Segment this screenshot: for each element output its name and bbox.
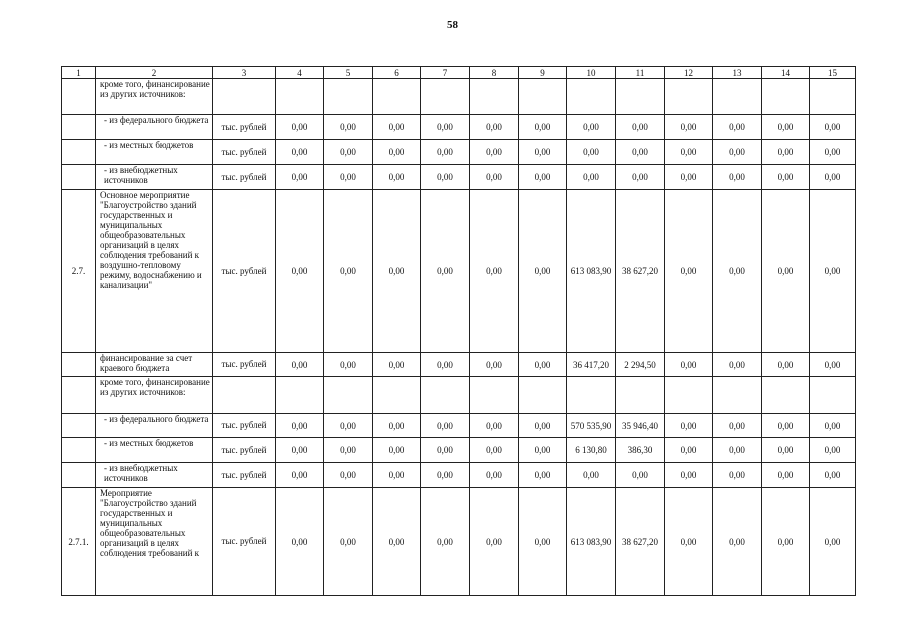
value-cell: 0,00 xyxy=(519,190,567,353)
value-cell: 0,00 xyxy=(665,463,713,488)
value-cell: 0,00 xyxy=(421,414,470,438)
value-cell: 0,00 xyxy=(762,488,810,596)
value-cell: 0,00 xyxy=(567,115,616,140)
value-cell: 0,00 xyxy=(470,165,519,190)
value-cell: 0,00 xyxy=(713,115,762,140)
value-cell: 0,00 xyxy=(421,190,470,353)
row-description: кроме того, финансирование из других источников: xyxy=(96,79,213,115)
value-cell: 0,00 xyxy=(810,190,856,353)
row-unit xyxy=(213,377,276,414)
value-cell: 0,00 xyxy=(810,438,856,463)
column-number: 2 xyxy=(96,67,213,79)
row-description: - из федерального бюджета xyxy=(96,414,213,438)
value-cell: 0,00 xyxy=(373,463,421,488)
value-cell xyxy=(567,79,616,115)
value-cell: 0,00 xyxy=(421,463,470,488)
value-cell: 0,00 xyxy=(519,438,567,463)
row-description: кроме того, финансирование из других источников: xyxy=(96,377,213,414)
value-cell: 570 535,90 xyxy=(567,414,616,438)
value-cell: 0,00 xyxy=(665,488,713,596)
table-row xyxy=(62,414,856,438)
column-number: 13 xyxy=(713,67,762,79)
value-cell: 0,00 xyxy=(373,190,421,353)
table-row xyxy=(62,463,856,488)
row-description: - из местных бюджетов xyxy=(96,140,213,165)
row-item-number xyxy=(62,438,96,463)
value-cell xyxy=(324,79,373,115)
value-cell: 0,00 xyxy=(616,140,665,165)
value-cell xyxy=(421,377,470,414)
row-item-number xyxy=(62,165,96,190)
column-number: 15 xyxy=(810,67,856,79)
value-cell: 0,00 xyxy=(713,438,762,463)
value-cell xyxy=(276,79,324,115)
value-cell: 0,00 xyxy=(324,414,373,438)
value-cell: 0,00 xyxy=(470,190,519,353)
value-cell: 0,00 xyxy=(762,353,810,377)
row-unit: тыс. рублей xyxy=(213,438,276,463)
table-row xyxy=(62,115,856,140)
value-cell: 0,00 xyxy=(616,165,665,190)
value-cell xyxy=(470,377,519,414)
value-cell: 35 946,40 xyxy=(616,414,665,438)
value-cell: 0,00 xyxy=(616,115,665,140)
value-cell: 0,00 xyxy=(713,140,762,165)
value-cell: 0,00 xyxy=(567,165,616,190)
value-cell: 0,00 xyxy=(324,438,373,463)
value-cell: 0,00 xyxy=(616,463,665,488)
value-cell: 0,00 xyxy=(470,115,519,140)
value-cell: 0,00 xyxy=(713,353,762,377)
value-cell: 0,00 xyxy=(519,488,567,596)
value-cell: 613 083,90 xyxy=(567,488,616,596)
value-cell xyxy=(665,377,713,414)
table-row xyxy=(62,165,856,190)
row-item-number xyxy=(62,414,96,438)
value-cell: 0,00 xyxy=(810,463,856,488)
row-description: финансирование за счет краевого бюджета xyxy=(96,353,213,377)
value-cell xyxy=(373,79,421,115)
value-cell: 0,00 xyxy=(421,140,470,165)
page-number: 58 xyxy=(447,19,458,31)
table-row xyxy=(62,488,856,596)
value-cell xyxy=(810,377,856,414)
value-cell: 0,00 xyxy=(276,414,324,438)
value-cell: 0,00 xyxy=(665,438,713,463)
value-cell: 0,00 xyxy=(276,438,324,463)
column-number-row xyxy=(62,67,856,79)
row-item-number xyxy=(62,140,96,165)
value-cell: 0,00 xyxy=(762,463,810,488)
value-cell xyxy=(762,79,810,115)
value-cell: 0,00 xyxy=(276,115,324,140)
table-row xyxy=(62,377,856,414)
value-cell: 0,00 xyxy=(519,165,567,190)
value-cell: 0,00 xyxy=(519,414,567,438)
row-item-number xyxy=(62,377,96,414)
value-cell: 0,00 xyxy=(665,353,713,377)
row-unit: тыс. рублей xyxy=(213,463,276,488)
value-cell: 0,00 xyxy=(713,190,762,353)
column-number: 6 xyxy=(373,67,421,79)
value-cell: 0,00 xyxy=(276,165,324,190)
row-description: - из внебюджетных источников xyxy=(96,165,213,190)
table-row xyxy=(62,79,856,115)
value-cell: 613 083,90 xyxy=(567,190,616,353)
value-cell: 0,00 xyxy=(470,438,519,463)
column-number: 7 xyxy=(421,67,470,79)
column-number: 11 xyxy=(616,67,665,79)
value-cell: 0,00 xyxy=(810,488,856,596)
row-item-number xyxy=(62,463,96,488)
value-cell: 0,00 xyxy=(373,165,421,190)
value-cell xyxy=(616,377,665,414)
value-cell: 0,00 xyxy=(324,190,373,353)
row-unit: тыс. рублей xyxy=(213,414,276,438)
row-unit xyxy=(213,79,276,115)
value-cell: 0,00 xyxy=(519,353,567,377)
value-cell: 0,00 xyxy=(421,165,470,190)
row-unit: тыс. рублей xyxy=(213,190,276,353)
row-description: Основное мероприятие "Благоустройство зданий государственных и муниципальных общеобразовательных организаций в целях соблюдения требований к воздушно-тепловому режиму, водоснабжению и канализации" xyxy=(96,190,213,353)
value-cell xyxy=(713,79,762,115)
value-cell: 0,00 xyxy=(810,414,856,438)
value-cell: 386,30 xyxy=(616,438,665,463)
value-cell: 0,00 xyxy=(567,463,616,488)
value-cell: 0,00 xyxy=(665,165,713,190)
column-number: 14 xyxy=(762,67,810,79)
value-cell xyxy=(810,79,856,115)
table-row xyxy=(62,140,856,165)
row-description: - из местных бюджетов xyxy=(96,438,213,463)
value-cell: 0,00 xyxy=(324,165,373,190)
value-cell: 0,00 xyxy=(324,140,373,165)
value-cell: 0,00 xyxy=(276,190,324,353)
table-row xyxy=(62,438,856,463)
row-unit: тыс. рублей xyxy=(213,353,276,377)
value-cell: 0,00 xyxy=(470,140,519,165)
value-cell: 0,00 xyxy=(373,115,421,140)
value-cell: 0,00 xyxy=(519,463,567,488)
value-cell xyxy=(324,377,373,414)
row-item-number xyxy=(62,115,96,140)
value-cell xyxy=(519,79,567,115)
value-cell: 0,00 xyxy=(762,165,810,190)
value-cell: 0,00 xyxy=(470,463,519,488)
value-cell: 0,00 xyxy=(713,463,762,488)
value-cell xyxy=(373,377,421,414)
value-cell: 38 627,20 xyxy=(616,488,665,596)
value-cell: 0,00 xyxy=(470,414,519,438)
value-cell: 0,00 xyxy=(276,353,324,377)
row-unit: тыс. рублей xyxy=(213,115,276,140)
value-cell xyxy=(276,377,324,414)
value-cell: 0,00 xyxy=(810,140,856,165)
value-cell xyxy=(421,79,470,115)
value-cell xyxy=(762,377,810,414)
row-description: Мероприятие "Благоустройство зданий государственных и муниципальных общеобразовательных организаций в целях соблюдения требований к xyxy=(96,488,213,596)
value-cell: 36 417,20 xyxy=(567,353,616,377)
column-number: 8 xyxy=(470,67,519,79)
value-cell: 0,00 xyxy=(373,140,421,165)
row-item-number xyxy=(62,79,96,115)
value-cell: 0,00 xyxy=(810,165,856,190)
value-cell xyxy=(713,377,762,414)
row-unit: тыс. рублей xyxy=(213,165,276,190)
value-cell: 0,00 xyxy=(665,115,713,140)
row-unit: тыс. рублей xyxy=(213,488,276,596)
value-cell: 0,00 xyxy=(421,488,470,596)
value-cell: 0,00 xyxy=(810,115,856,140)
value-cell: 0,00 xyxy=(373,353,421,377)
row-description: - из федерального бюджета xyxy=(96,115,213,140)
value-cell: 0,00 xyxy=(665,140,713,165)
value-cell: 0,00 xyxy=(421,353,470,377)
value-cell: 6 130,80 xyxy=(567,438,616,463)
table-row xyxy=(62,353,856,377)
value-cell: 0,00 xyxy=(762,140,810,165)
value-cell xyxy=(665,79,713,115)
row-unit: тыс. рублей xyxy=(213,140,276,165)
value-cell: 0,00 xyxy=(762,190,810,353)
value-cell: 0,00 xyxy=(470,488,519,596)
value-cell: 0,00 xyxy=(324,488,373,596)
value-cell: 2 294,50 xyxy=(616,353,665,377)
value-cell: 0,00 xyxy=(713,488,762,596)
table-row xyxy=(62,190,856,353)
value-cell: 0,00 xyxy=(373,488,421,596)
value-cell xyxy=(616,79,665,115)
value-cell: 0,00 xyxy=(373,414,421,438)
row-item-number xyxy=(62,353,96,377)
value-cell: 0,00 xyxy=(421,115,470,140)
column-number: 5 xyxy=(324,67,373,79)
value-cell xyxy=(567,377,616,414)
value-cell: 0,00 xyxy=(665,414,713,438)
value-cell xyxy=(519,377,567,414)
value-cell: 0,00 xyxy=(276,140,324,165)
value-cell: 0,00 xyxy=(713,165,762,190)
column-number: 10 xyxy=(567,67,616,79)
value-cell: 0,00 xyxy=(762,438,810,463)
row-item-number: 2.7. xyxy=(62,190,96,353)
value-cell: 0,00 xyxy=(762,115,810,140)
value-cell: 0,00 xyxy=(276,488,324,596)
value-cell: 0,00 xyxy=(421,438,470,463)
budget-table xyxy=(61,66,856,596)
value-cell: 0,00 xyxy=(762,414,810,438)
value-cell: 0,00 xyxy=(810,353,856,377)
value-cell: 0,00 xyxy=(324,115,373,140)
column-number: 1 xyxy=(62,67,96,79)
value-cell: 0,00 xyxy=(519,140,567,165)
value-cell: 0,00 xyxy=(324,353,373,377)
value-cell xyxy=(470,79,519,115)
value-cell: 0,00 xyxy=(519,115,567,140)
value-cell: 0,00 xyxy=(324,463,373,488)
value-cell: 0,00 xyxy=(567,140,616,165)
value-cell: 0,00 xyxy=(713,414,762,438)
column-number: 12 xyxy=(665,67,713,79)
value-cell: 38 627,20 xyxy=(616,190,665,353)
column-number: 4 xyxy=(276,67,324,79)
value-cell: 0,00 xyxy=(276,463,324,488)
column-number: 3 xyxy=(213,67,276,79)
value-cell: 0,00 xyxy=(665,190,713,353)
value-cell: 0,00 xyxy=(373,438,421,463)
column-number: 9 xyxy=(519,67,567,79)
value-cell: 0,00 xyxy=(470,353,519,377)
row-item-number: 2.7.1. xyxy=(62,488,96,596)
row-description: - из внебюджетных источников xyxy=(96,463,213,488)
